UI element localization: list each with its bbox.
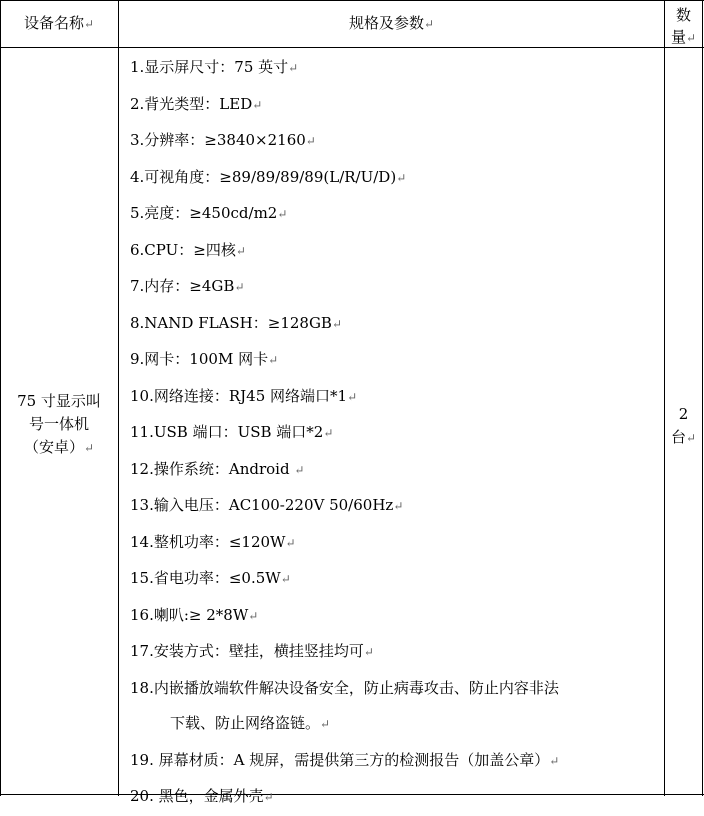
spec-item: 16.喇叭:≥ 2*8W↵ [130, 605, 259, 624]
header-bottom-border [0, 47, 704, 48]
spec-item: 6.CPU：≥四核↵ [130, 240, 246, 259]
spec-item-continuation: 下载、防止网络盗链。↵ [170, 714, 331, 732]
quantity-cell [665, 403, 702, 450]
spec-item: 18.内嵌播放端软件解决设备安全，防止病毒攻击、防止内容非法 [130, 678, 559, 697]
quantity-unit: 台 [670, 428, 686, 446]
paragraph-mark: ↵ [685, 431, 697, 445]
column-divider-spec-qty [664, 0, 665, 796]
spec-item: 12.操作系统：Android ↵ [130, 459, 305, 478]
paragraph-mark: ↵ [83, 17, 95, 31]
header-quantity [665, 4, 702, 49]
device-name-line3: （安卓） [23, 438, 84, 456]
header-device-name-text: 设备名称 [23, 14, 84, 32]
header-device-name [0, 14, 118, 33]
spec-item: 2.背光类型：LED↵ [130, 94, 263, 113]
header-spec-text: 规格及参数 [348, 14, 424, 32]
header-spec [119, 14, 664, 33]
spec-item: 4.可视角度：≥89/89/89/89(L/R/U/D)↵ [130, 167, 407, 186]
device-name-cell [0, 390, 118, 460]
column-divider-name-spec [118, 0, 119, 796]
spec-item: 15.省电功率：≤0.5W↵ [130, 569, 291, 587]
device-name-line2: 号一体机 [28, 415, 89, 433]
paragraph-mark: ↵ [83, 441, 95, 455]
header-quantity-line1: 数 [675, 6, 691, 24]
spec-item: 3.分辨率：≥3840×2160↵ [130, 131, 316, 149]
spec-item: 11.USB 端口：USB 端口*2↵ [130, 423, 334, 441]
table-right-border [702, 0, 703, 796]
spec-item: 13.输入电压：AC100-220V 50/60Hz↵ [130, 496, 404, 514]
paragraph-mark: ↵ [685, 31, 697, 45]
spec-item: 20. 黑色，金属外壳↵ [130, 787, 274, 805]
header-quantity-line2: 量 [670, 28, 686, 46]
spec-item: 5.亮度：≥450cd/m2↵ [130, 204, 288, 222]
quantity-value: 2 [678, 405, 689, 423]
spec-item: 14.整机功率：≤120W↵ [130, 532, 296, 551]
spec-item: 8.NAND FLASH：≥128GB↵ [130, 313, 343, 332]
spec-item: 19. 屏幕材质：A 规屏，需提供第三方的检测报告（加盖公章）↵ [130, 750, 560, 769]
paragraph-mark: ↵ [423, 17, 435, 31]
spec-item: 17.安装方式：壁挂，横挂竖挂均可↵ [130, 642, 374, 660]
spec-item: 9.网卡：100M 网卡↵ [130, 350, 279, 368]
device-name-line1: 75 寸显示叫 [17, 392, 101, 410]
spec-item: 1.显示屏尺寸：75 英寸↵ [130, 58, 299, 76]
spec-list [130, 50, 660, 816]
spec-item: 7.内存：≥4GB↵ [130, 277, 245, 295]
table-top-border [0, 0, 704, 1]
spec-item: 10.网络连接：RJ45 网络端口*1↵ [130, 386, 358, 405]
